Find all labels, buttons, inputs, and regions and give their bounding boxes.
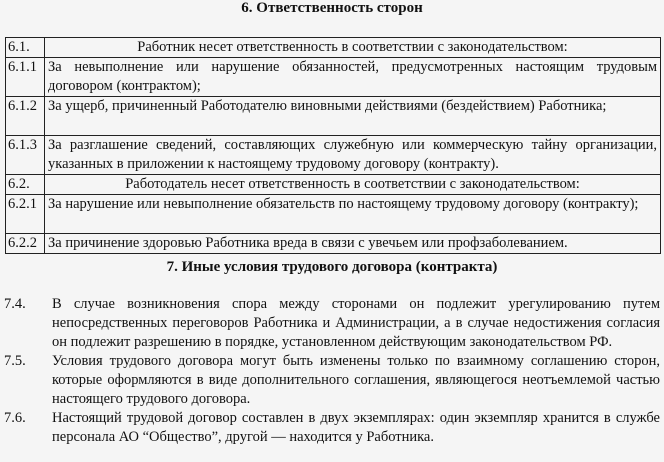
clause-text: Настоящий трудовой договор составлен в двух экземплярах: один экземпляр хранится в службе персонала АО “Общество”, другой — находится у Работника. [52, 410, 660, 445]
row-number: 6.2.1 [6, 195, 45, 234]
row-text: За невыполнение или нарушение обязанностей, предусмотренных настоящим трудовым договором (контрактом); [45, 58, 661, 97]
row-text: За причинение здоровью Работника вреда в связи с увечьем или профзаболеванием. [45, 234, 661, 254]
row-number: 6.2. [6, 175, 45, 195]
table-row [6, 234, 661, 254]
row-number: 6.1. [6, 38, 45, 58]
table-row [6, 38, 661, 58]
table-row [6, 97, 661, 136]
row-number: 6.1.3 [6, 136, 45, 175]
clause-item [4, 409, 660, 447]
table-row [6, 175, 661, 195]
table-row [6, 195, 661, 234]
table-row [6, 136, 661, 175]
clause-text: В случае возникновения спора между сторонами он подлежит урегулированию путем непосредственных переговоров Работника и Администрации, а в случае недостижения согласия он подлежит разрешению в порядке, установленном действующим законодательством РФ. [52, 296, 660, 350]
row-text: За нарушение или невыполнение обязательств по настоящему трудовому договору (контракту); [45, 195, 661, 234]
row-number: 6.1.2 [6, 97, 45, 136]
row-number: 6.1.1 [6, 58, 45, 97]
section-7-clauses [4, 295, 660, 447]
clause-number: 7.4. [4, 296, 26, 312]
clause-text: Условия трудового договора могут быть изменены только по взаимному соглашению сторон, которые оформляются в виде дополнительного соглашения, являющегося неотъемлемой частью настоящего трудового договора. [52, 353, 660, 407]
row-text: За разглашение сведений, составляющих служебную или коммерческую тайну организации, указанных в приложении к настоящему трудовому договору (контракту). [45, 136, 661, 175]
row-text: Работник несет ответственность в соответствии с законодательством: [45, 38, 661, 58]
clause-item [4, 295, 660, 352]
responsibility-table [5, 37, 661, 254]
row-text: Работодатель несет ответственность в соответствии с законодательством: [45, 175, 661, 195]
section-7-title: 7. Иные условия трудового договора (контракта) [166, 259, 498, 275]
clause-number: 7.5. [4, 353, 26, 369]
row-text: За ущерб, причиненный Работодателю виновными действиями (бездействием) Работника; [45, 97, 661, 136]
clause-number: 7.6. [4, 410, 26, 426]
row-number: 6.2.2 [6, 234, 45, 254]
section-6-title: 6. Ответственность сторон [241, 0, 423, 16]
clause-item [4, 352, 660, 409]
table-row [6, 58, 661, 97]
